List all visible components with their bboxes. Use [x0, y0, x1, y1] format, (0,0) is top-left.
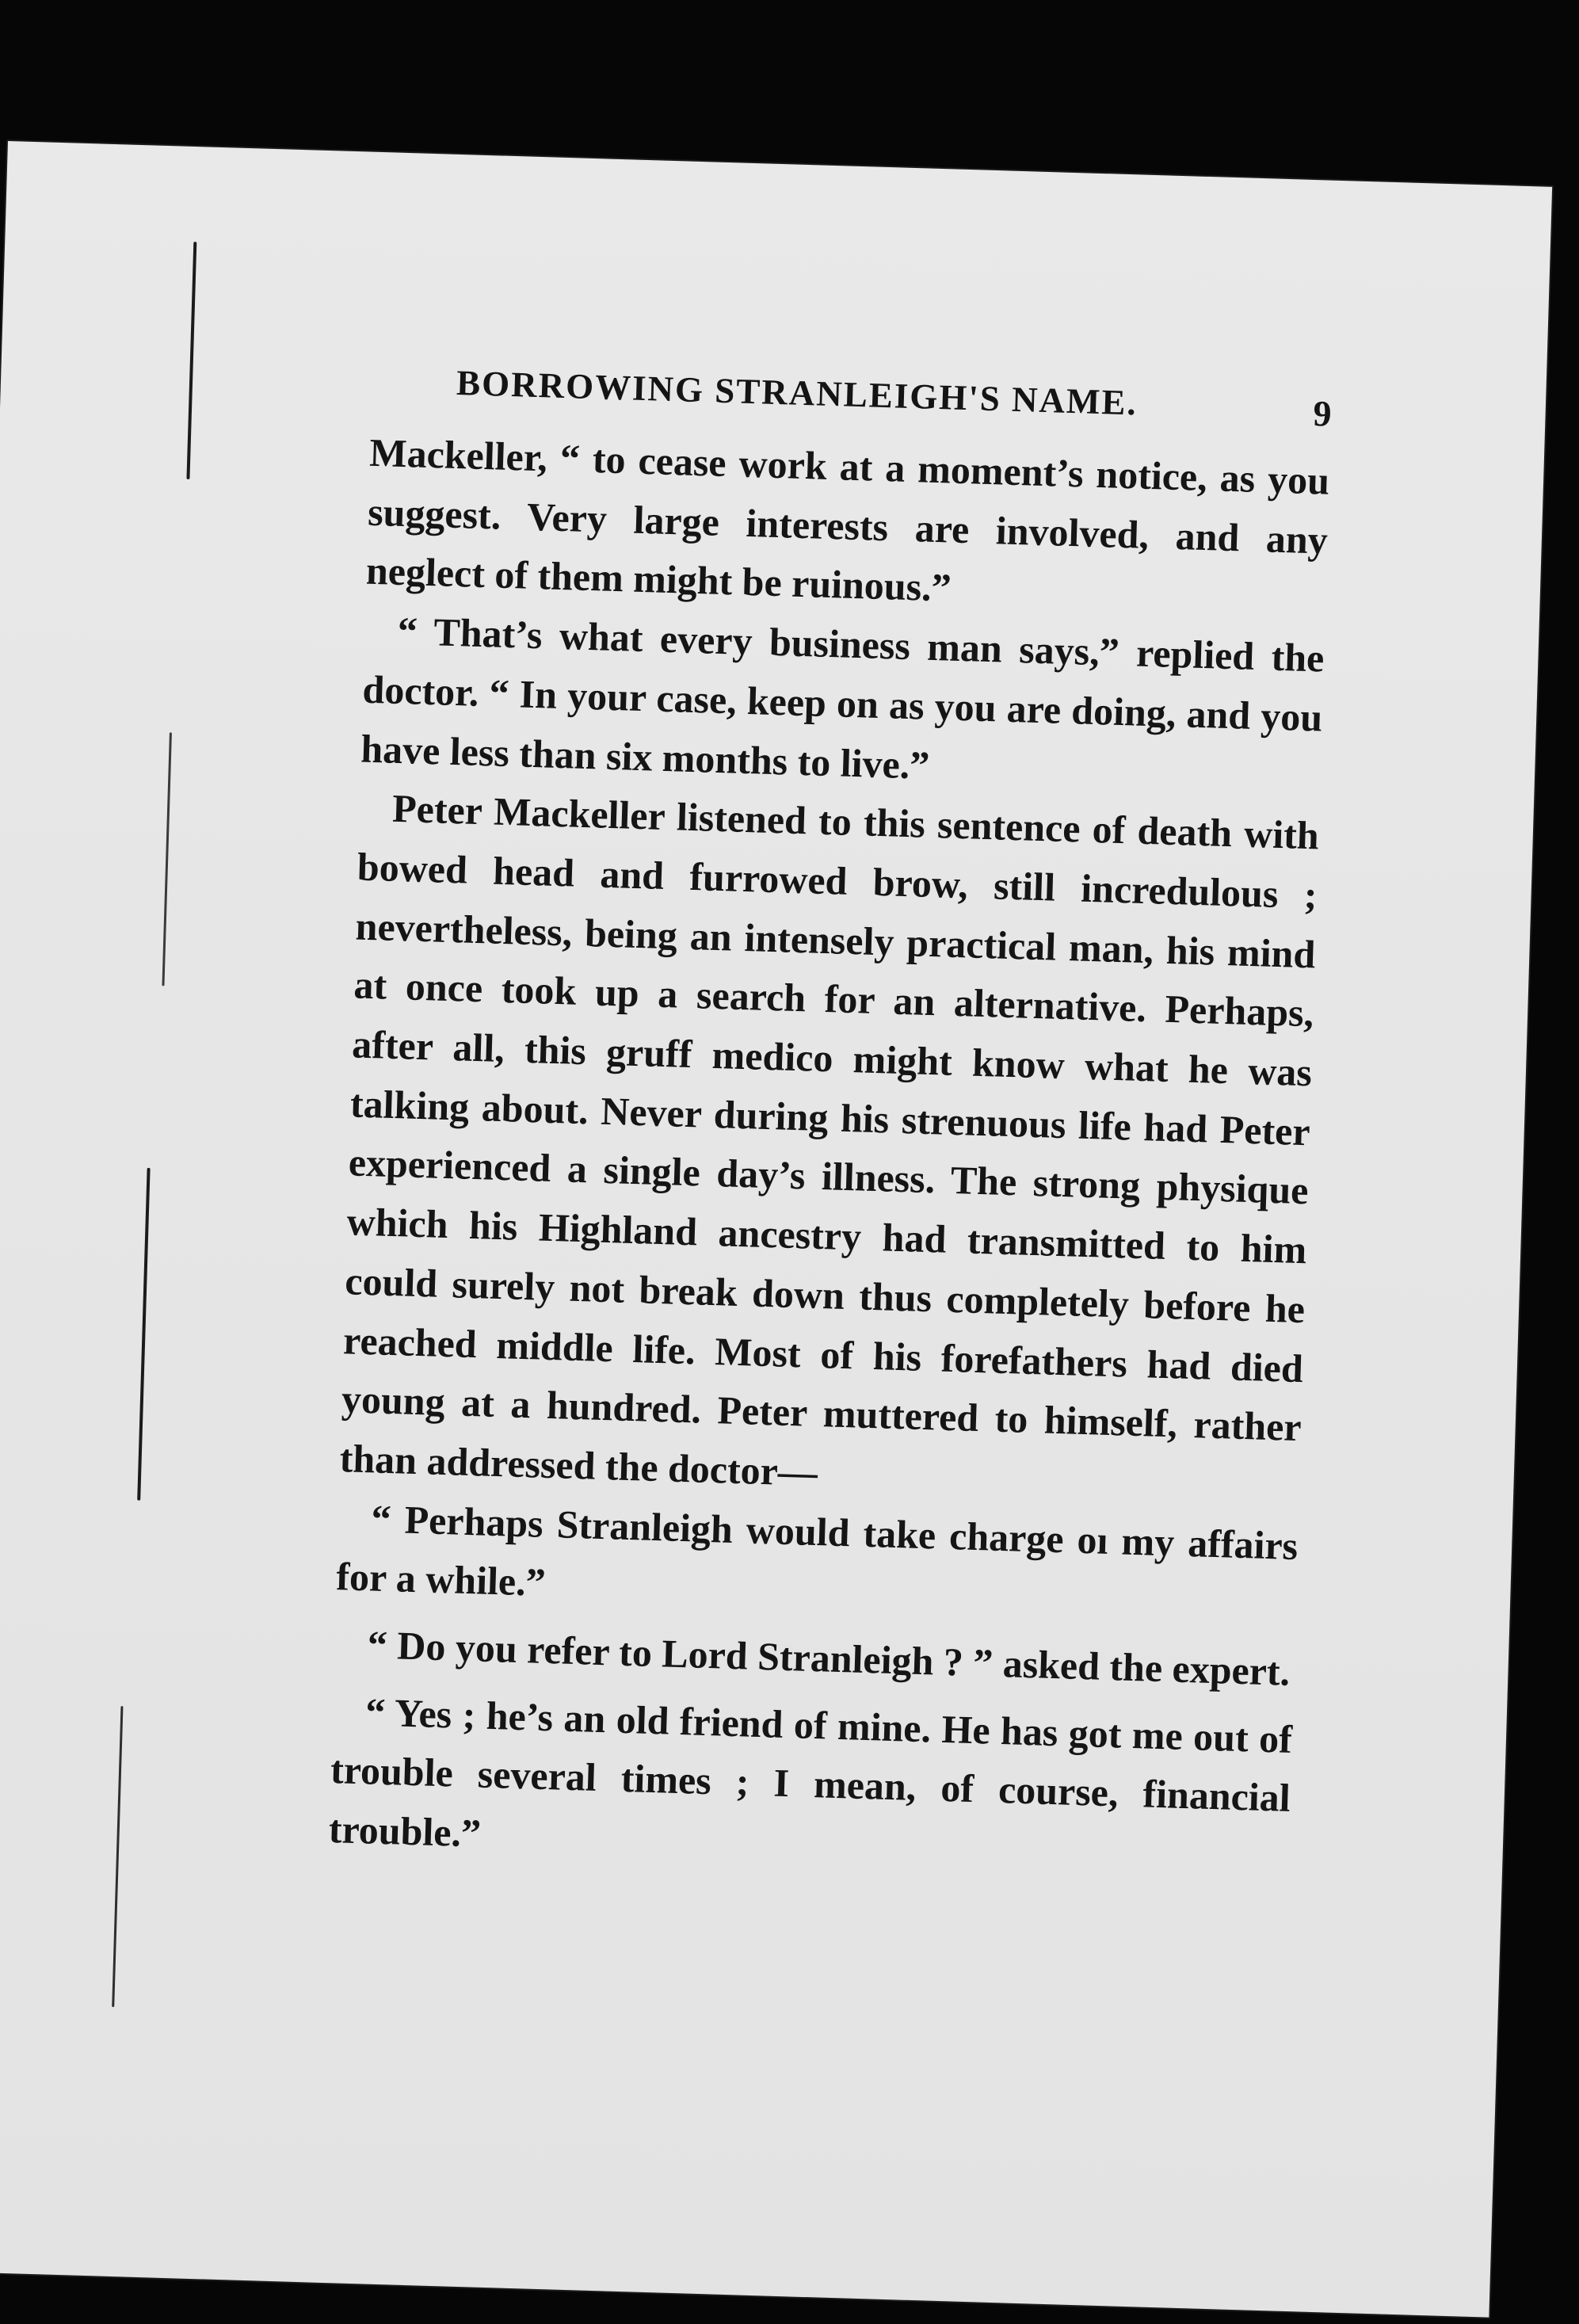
binding-mark: [137, 1168, 150, 1501]
binding-mark: [162, 732, 171, 986]
book-page: [0, 141, 1552, 2318]
paragraph: Mackeller, “ to cease work at a moment’s notice, as you suggest. Very large interests are involved, and any neglect of them might be ruinous.”: [365, 429, 1330, 610]
body-text: [328, 423, 1330, 1887]
paragraph: Peter Mackeller listened to this sentence of death with bowed head and furrowed brow, still incredulous ; nevertheless, being an intensely practical man, his mind at once took up a search for an alternative. Perhaps, after all, this gruff medico might know what he was talking about. Never during his strenuous life had Peter experienced a single day’s illness. The strong physique which his Highland ancestry had transmitted to him could surely not break down thus completely before he reached middle life. Most of his forefathers had died young at a hundred. Peter muttered to himself, rather than addressed the doctor—: [339, 785, 1320, 1494]
paragraph: “ Do you refer to Lord Stranleigh ? ” asked the expert.: [367, 1622, 1291, 1694]
running-head: BORROWING STRANLEIGH'S NAME.: [456, 362, 1138, 423]
paragraph: “ Perhaps Stranleigh would take charge oı my affairs for a while.”: [335, 1496, 1299, 1605]
paragraph: “ That’s what every business man says,” replied the doctor. “ In your case, keep on as you are doing, and you have less than six months to live.”: [360, 608, 1325, 788]
binding-mark: [112, 1706, 123, 2007]
binding-mark: [186, 242, 196, 479]
page-number: 9: [1312, 393, 1333, 434]
paragraph: “ Yes ; he’s an old friend of mine. He has got me out of trouble several times ; I mean, of course, financial trouble.”: [328, 1689, 1293, 1856]
